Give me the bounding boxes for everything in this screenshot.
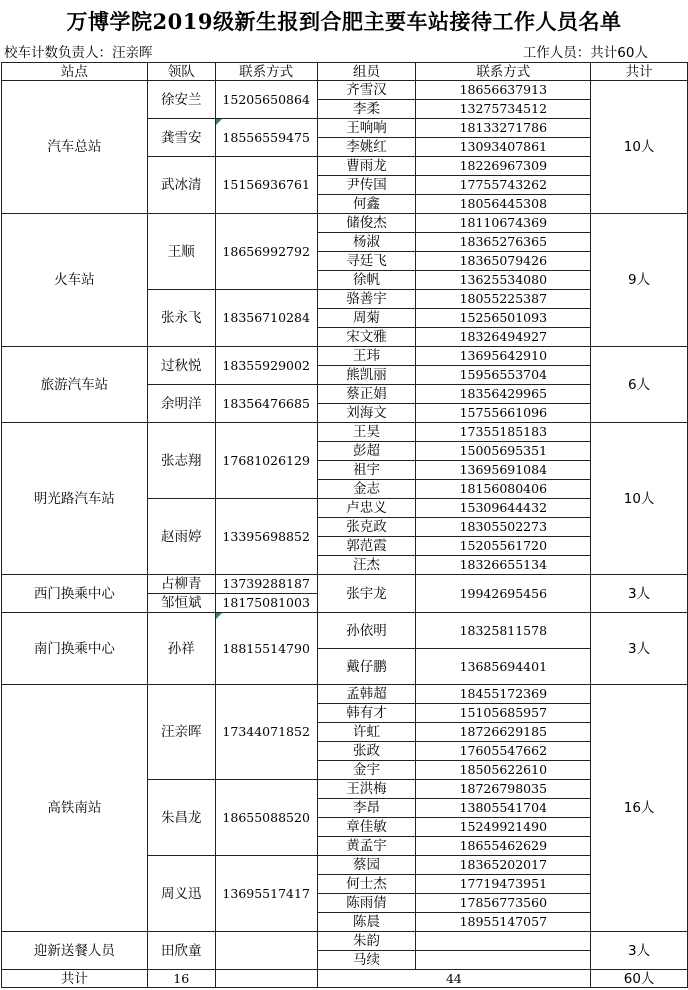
member-phone: 18655462629 (416, 837, 591, 856)
member-name: 曹雨龙 (317, 157, 416, 176)
member-phone: 15256501093 (416, 309, 591, 328)
station-total: 6人 (591, 347, 688, 423)
station-name: 西门换乘中心 (2, 575, 148, 613)
member-name: 何鑫 (317, 195, 416, 214)
member-name: 寻廷飞 (317, 252, 416, 271)
member-name: 李柔 (317, 100, 416, 119)
member-name: 徐帆 (317, 271, 416, 290)
member-phone: 18505622610 (416, 761, 591, 780)
member-phone: 18305502273 (416, 518, 591, 537)
sheet-title: 万博学院2019级新生报到合肥主要车站接待工作人员名单 (66, 9, 622, 34)
member-name: 祖宇 (317, 461, 416, 480)
leader-name: 过秋悦 (147, 347, 215, 385)
member-phone: 18726629185 (416, 723, 591, 742)
leader-phone: 18655088520 (215, 780, 317, 856)
member-name: 马续 (317, 951, 416, 970)
station-name: 明光路汽车站 (2, 423, 148, 575)
member-name: 金宇 (317, 761, 416, 780)
total-members: 44 (317, 970, 591, 988)
total-label: 共计 (2, 970, 148, 988)
station-total: 3人 (591, 575, 688, 613)
leader-phone: 13739288187 (215, 575, 317, 594)
member-phone: 19942695456 (416, 575, 591, 613)
table-row (2, 81, 688, 100)
member-phone: 13695642910 (416, 347, 591, 366)
member-phone: 13695691084 (416, 461, 591, 480)
member-phone: 15309644432 (416, 499, 591, 518)
member-phone: 13685694401 (416, 649, 591, 685)
total-row (2, 970, 688, 988)
member-name: 储俊杰 (317, 214, 416, 233)
station-total: 10人 (591, 423, 688, 575)
table-row (2, 423, 688, 442)
member-name: 张宇龙 (317, 575, 416, 613)
member-phone: 17605547662 (416, 742, 591, 761)
member-name: 郭范霞 (317, 537, 416, 556)
member-phone: 15205561720 (416, 537, 591, 556)
member-name: 熊凯丽 (317, 366, 416, 385)
member-name: 宋文雅 (317, 328, 416, 347)
leader-phone: 18356476685 (215, 385, 317, 423)
member-name: 张政 (317, 742, 416, 761)
leader-name: 孙祥 (147, 613, 215, 685)
staff-total: 工作人员：共计60人 (522, 45, 648, 61)
station-name: 火车站 (2, 214, 148, 347)
member-phone: 18326655134 (416, 556, 591, 575)
member-phone (416, 951, 591, 970)
member-name: 黄孟宇 (317, 837, 416, 856)
leader-name: 占柳青 (147, 575, 215, 594)
member-phone: 15755661096 (416, 404, 591, 423)
member-name: 齐雪汉 (317, 81, 416, 100)
member-name: 章佳敏 (317, 818, 416, 837)
member-phone: 15249921490 (416, 818, 591, 837)
member-phone: 18133271786 (416, 119, 591, 138)
member-phone: 18365276365 (416, 233, 591, 252)
station-name: 汽车总站 (2, 81, 148, 214)
leader-name: 王顺 (147, 214, 215, 290)
total-leaders: 16 (147, 970, 215, 988)
member-name: 陈雨倩 (317, 894, 416, 913)
leader-name: 朱昌龙 (147, 780, 215, 856)
member-name: 蔡正娟 (317, 385, 416, 404)
member-phone: 18326494927 (416, 328, 591, 347)
leader-name: 龚雪安 (147, 119, 215, 157)
member-name: 王响响 (317, 119, 416, 138)
member-name: 尹传国 (317, 176, 416, 195)
header-station: 站点 (2, 63, 148, 81)
member-phone: 18365079426 (416, 252, 591, 271)
station-name: 高铁南站 (2, 685, 148, 932)
leader-name: 邹恒斌 (147, 594, 215, 613)
member-phone: 17355185183 (416, 423, 591, 442)
member-phone: 17719473951 (416, 875, 591, 894)
member-name: 刘海文 (317, 404, 416, 423)
header-leader: 领队 (147, 63, 215, 81)
leader-name: 徐安兰 (147, 81, 215, 119)
responsible-person: 校车计数负责人：汪亲晖 (4, 45, 153, 61)
member-name: 何士杰 (317, 875, 416, 894)
total-blank (215, 970, 317, 988)
member-phone: 13275734512 (416, 100, 591, 119)
leader-phone: 18815514790 (215, 613, 317, 685)
member-name: 孙依明 (317, 613, 416, 649)
leader-phone: 18355929002 (215, 347, 317, 385)
member-phone: 18455172369 (416, 685, 591, 704)
leader-name: 田欣童 (147, 932, 215, 970)
grand-total: 60人 (591, 970, 688, 988)
member-name: 王昊 (317, 423, 416, 442)
member-phone: 13093407861 (416, 138, 591, 157)
leader-phone: 17681026129 (215, 423, 317, 499)
member-name: 朱韵 (317, 932, 416, 951)
header-member-phone: 联系方式 (416, 63, 591, 81)
station-total: 9人 (591, 214, 688, 347)
member-phone: 18726798035 (416, 780, 591, 799)
leader-phone: 15205650864 (215, 81, 317, 119)
staff-table (1, 62, 688, 988)
member-name: 韩有才 (317, 704, 416, 723)
member-phone: 15105685957 (416, 704, 591, 723)
member-phone: 18156080406 (416, 480, 591, 499)
member-name: 金志 (317, 480, 416, 499)
member-name: 王洪梅 (317, 780, 416, 799)
member-phone: 18056445308 (416, 195, 591, 214)
leader-name: 张志翔 (147, 423, 215, 499)
member-name: 许虹 (317, 723, 416, 742)
station-name: 旅游汽车站 (2, 347, 148, 423)
member-name: 李姚红 (317, 138, 416, 157)
leader-name: 张永飞 (147, 290, 215, 347)
station-total: 16人 (591, 685, 688, 932)
header-total: 共计 (591, 63, 688, 81)
member-phone: 18110674369 (416, 214, 591, 233)
station-name: 迎新送餐人员 (2, 932, 148, 970)
member-name: 李昂 (317, 799, 416, 818)
member-name: 陈晨 (317, 913, 416, 932)
member-name: 杨淑 (317, 233, 416, 252)
member-phone (416, 932, 591, 951)
member-name: 孟韩超 (317, 685, 416, 704)
member-name: 张克政 (317, 518, 416, 537)
leader-phone: 15156936761 (215, 157, 317, 214)
leader-phone: 13395698852 (215, 499, 317, 575)
member-name: 骆善宇 (317, 290, 416, 309)
member-name: 彭超 (317, 442, 416, 461)
leader-name: 赵雨婷 (147, 499, 215, 575)
member-phone: 15005695351 (416, 442, 591, 461)
leader-phone: 13695517417 (215, 856, 317, 932)
member-name: 汪杰 (317, 556, 416, 575)
leader-phone (215, 932, 317, 970)
member-name: 蔡园 (317, 856, 416, 875)
member-phone: 17856773560 (416, 894, 591, 913)
table-row (2, 685, 688, 704)
member-phone: 18356429965 (416, 385, 591, 404)
member-name: 戴仔鹏 (317, 649, 416, 685)
leader-name: 汪亲晖 (147, 685, 215, 780)
station-name: 南门换乘中心 (2, 613, 148, 685)
member-phone: 18325811578 (416, 613, 591, 649)
header-member: 组员 (317, 63, 416, 81)
station-total: 10人 (591, 81, 688, 214)
leader-name: 周义迅 (147, 856, 215, 932)
member-phone: 18226967309 (416, 157, 591, 176)
header-leader-phone: 联系方式 (215, 63, 317, 81)
leader-phone: 18556559475 (215, 119, 317, 157)
station-total: 3人 (591, 932, 688, 970)
table-row (2, 214, 688, 233)
leader-phone: 18356710284 (215, 290, 317, 347)
member-phone: 18656637913 (416, 81, 591, 100)
station-total: 3人 (591, 613, 688, 685)
member-phone: 15956553704 (416, 366, 591, 385)
member-name: 卢忠义 (317, 499, 416, 518)
leader-phone: 18656992792 (215, 214, 317, 290)
member-phone: 13625534080 (416, 271, 591, 290)
member-phone: 17755743262 (416, 176, 591, 195)
leader-phone: 18175081003 (215, 594, 317, 613)
table-row (2, 932, 688, 951)
member-name: 王玮 (317, 347, 416, 366)
leader-name: 武冰清 (147, 157, 215, 214)
member-phone: 13805541704 (416, 799, 591, 818)
member-phone: 18955147057 (416, 913, 591, 932)
member-phone: 18055225387 (416, 290, 591, 309)
leader-name: 余明洋 (147, 385, 215, 423)
member-phone: 18365202017 (416, 856, 591, 875)
member-name: 周菊 (317, 309, 416, 328)
leader-phone: 17344071852 (215, 685, 317, 780)
table-row (2, 613, 688, 649)
table-row (2, 575, 688, 594)
table-row (2, 347, 688, 366)
